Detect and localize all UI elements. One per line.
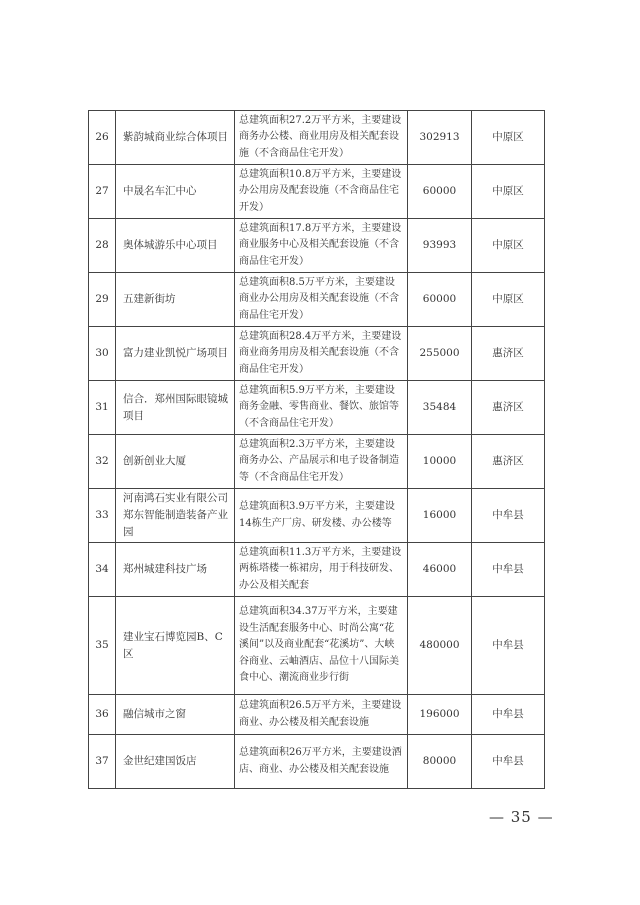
table-row xyxy=(89,489,545,543)
project-district: 中牟县 xyxy=(472,489,545,543)
project-district: 惠济区 xyxy=(472,435,545,489)
project-district: 惠济区 xyxy=(472,381,545,435)
row-number: 28 xyxy=(89,219,116,273)
project-area: 16000 xyxy=(408,489,472,543)
project-name: 富力建业凯悦广场项目 xyxy=(116,327,235,381)
row-number: 26 xyxy=(89,111,116,165)
project-area: 196000 xyxy=(408,695,472,735)
table-row xyxy=(89,435,545,489)
row-number: 29 xyxy=(89,273,116,327)
project-area: 255000 xyxy=(408,327,472,381)
table-row xyxy=(89,735,545,789)
project-district: 惠济区 xyxy=(472,327,545,381)
project-name: 建业宝石博览园B、C区 xyxy=(116,597,235,695)
project-name: 信合．郑州国际眼镜城项目 xyxy=(116,381,235,435)
project-area: 480000 xyxy=(408,597,472,695)
table-row xyxy=(89,165,545,219)
table-row xyxy=(89,111,545,165)
project-area: 46000 xyxy=(408,543,472,597)
project-description: 总建筑面积17.8万平方米，主要建设商业服务中心及相关配套设施（不含商品住宅开发） xyxy=(235,219,408,273)
row-number: 31 xyxy=(89,381,116,435)
row-number: 36 xyxy=(89,695,116,735)
project-district: 中原区 xyxy=(472,165,545,219)
project-area: 60000 xyxy=(408,165,472,219)
row-number: 35 xyxy=(89,597,116,695)
project-area: 60000 xyxy=(408,273,472,327)
project-table-body xyxy=(89,111,545,789)
project-description: 总建筑面积11.3万平方米，主要建设两栋塔楼一栋裙房，用于科技研发、办公及相关配套 xyxy=(235,543,408,597)
page-number: — 35 — xyxy=(489,808,554,826)
project-name: 融信城市之窗 xyxy=(116,695,235,735)
project-name: 紫韵城商业综合体项目 xyxy=(116,111,235,165)
project-description: 总建筑面积26万平方米，主要建设酒店、商业、办公楼及相关配套设施 xyxy=(235,735,408,789)
row-number: 32 xyxy=(89,435,116,489)
project-description: 总建筑面积27.2万平方米，主要建设商务办公楼、商业用房及相关配套设施（不含商品住宅开发） xyxy=(235,111,408,165)
project-table xyxy=(88,110,545,789)
project-name: 奥体城游乐中心项目 xyxy=(116,219,235,273)
project-district: 中原区 xyxy=(472,219,545,273)
table-row xyxy=(89,327,545,381)
project-name: 创新创业大厦 xyxy=(116,435,235,489)
project-description: 总建筑面积26.5万平方米，主要建设商业、办公楼及相关配套设施 xyxy=(235,695,408,735)
project-description: 总建筑面积10.8万平方米，主要建设办公用房及配套设施（不含商品住宅开发） xyxy=(235,165,408,219)
project-district: 中牟县 xyxy=(472,543,545,597)
project-name: 郑州城建科技广场 xyxy=(116,543,235,597)
project-description: 总建筑面积8.5万平方米，主要建设商业办公用房及相关配套设施（不含商品住宅开发） xyxy=(235,273,408,327)
project-description: 总建筑面积5.9万平方米，主要建设商务金融、零售商业、餐饮、旅馆等（不含商品住宅开发） xyxy=(235,381,408,435)
table-row xyxy=(89,543,545,597)
table-row xyxy=(89,273,545,327)
project-area: 302913 xyxy=(408,111,472,165)
row-number: 37 xyxy=(89,735,116,789)
project-district: 中牟县 xyxy=(472,597,545,695)
project-name: 中晟名车汇中心 xyxy=(116,165,235,219)
table-row xyxy=(89,381,545,435)
project-name: 河南鸿石实业有限公司郑东智能制造装备产业园 xyxy=(116,489,235,543)
row-number: 33 xyxy=(89,489,116,543)
project-district: 中原区 xyxy=(472,273,545,327)
table-row xyxy=(89,597,545,695)
project-area: 10000 xyxy=(408,435,472,489)
project-area: 35484 xyxy=(408,381,472,435)
project-district: 中原区 xyxy=(472,111,545,165)
project-district: 中牟县 xyxy=(472,695,545,735)
project-district: 中牟县 xyxy=(472,735,545,789)
row-number: 34 xyxy=(89,543,116,597)
project-description: 总建筑面积28.4万平方米，主要建设商业商务用房及相关配套设施（不含商品住宅开发） xyxy=(235,327,408,381)
project-description: 总建筑面积3.9万平方米，主要建设14栋生产厂房、研发楼、办公楼等 xyxy=(235,489,408,543)
project-name: 五建新街坊 xyxy=(116,273,235,327)
project-name: 金世纪建国饭店 xyxy=(116,735,235,789)
row-number: 27 xyxy=(89,165,116,219)
project-description: 总建筑面积2.3万平方米，主要建设商务办公、产品展示和电子设备制造等（不含商品住宅开发） xyxy=(235,435,408,489)
table-row xyxy=(89,695,545,735)
project-area: 80000 xyxy=(408,735,472,789)
table-row xyxy=(89,219,545,273)
project-description: 总建筑面积34.37万平方米，主要建设生活配套服务中心、时尚公寓“花溪间”以及商业配套“花溪坊”、大峡谷商业、云岫酒店、品位十八国际美食中心、潮流商业步行街 xyxy=(235,597,408,695)
row-number: 30 xyxy=(89,327,116,381)
project-area: 93993 xyxy=(408,219,472,273)
